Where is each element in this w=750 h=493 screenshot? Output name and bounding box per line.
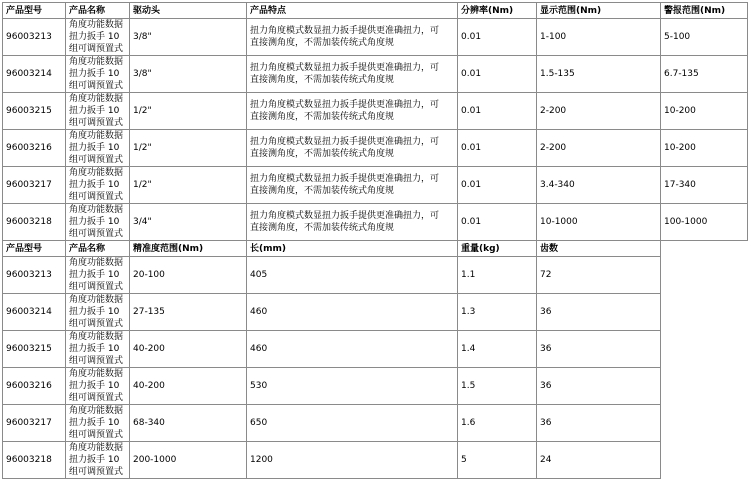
resolution-cell: 0.01 — [458, 130, 537, 167]
product-name-line: 组可调预置式 — [69, 319, 124, 329]
table1-header-row — [3, 3, 748, 19]
feature-cell — [247, 167, 458, 204]
product-name-line: 角度功能数据 — [69, 57, 124, 67]
header-drive: 驱动头 — [130, 3, 247, 19]
feature-line: 扭力角度模式数显扭力扳手提供更准确扭力，可 — [250, 63, 440, 73]
feature-line: 扭力角度模式数显扭力扳手提供更准确扭力，可 — [250, 26, 440, 36]
display-range-cell: 2-200 — [537, 93, 661, 130]
teeth-cell: 36 — [537, 368, 661, 405]
product-name-line: 扭力扳手 10 — [69, 344, 120, 354]
model-cell: 96003214 — [3, 294, 66, 331]
feature-line: 扭力角度模式数显扭力扳手提供更准确扭力，可 — [250, 137, 440, 147]
model-cell: 96003213 — [3, 19, 66, 56]
display-range-cell: 2-200 — [537, 130, 661, 167]
header2-accuracy: 精准度范围(Nm) — [130, 241, 247, 257]
product-name-line: 扭力扳手 10 — [69, 381, 120, 391]
product-name-line: 组可调预置式 — [69, 81, 124, 91]
product-name-cell — [66, 56, 130, 93]
product-name-line: 扭力扳手 10 — [69, 217, 120, 227]
header2-name: 产品名称 — [66, 241, 130, 257]
teeth-cell: 36 — [537, 405, 661, 442]
resolution-cell: 0.01 — [458, 93, 537, 130]
product-name-line: 组可调预置式 — [69, 229, 124, 239]
table2-row — [3, 331, 748, 368]
table1-row — [3, 130, 748, 167]
model-cell: 96003218 — [3, 204, 66, 241]
feature-line: 直接测角度，不需加装传统式角度规 — [250, 112, 395, 122]
product-name-line: 扭力扳手 10 — [69, 69, 120, 79]
model-cell: 96003213 — [3, 257, 66, 294]
table1-row — [3, 19, 748, 56]
feature-line: 扭力角度模式数显扭力扳手提供更准确扭力，可 — [250, 100, 440, 110]
product-name-line: 组可调预置式 — [69, 155, 124, 165]
drive-cell: 1/2" — [130, 130, 247, 167]
drive-cell: 1/2" — [130, 93, 247, 130]
table2-row — [3, 294, 748, 331]
alarm-range-cell: 10-200 — [661, 130, 748, 167]
table2-header-row — [3, 241, 748, 257]
product-name-line: 组可调预置式 — [69, 282, 124, 292]
drive-cell: 3/4" — [130, 204, 247, 241]
product-name-line: 角度功能数据 — [69, 258, 124, 268]
alarm-range-cell: 10-200 — [661, 93, 748, 130]
length-cell: 460 — [247, 331, 458, 368]
accuracy-cell: 27-135 — [130, 294, 247, 331]
product-name-line: 组可调预置式 — [69, 44, 124, 54]
product-name-cell — [66, 257, 130, 294]
weight-cell: 1.6 — [458, 405, 537, 442]
product-name-line: 角度功能数据 — [69, 205, 124, 215]
resolution-cell: 0.01 — [458, 56, 537, 93]
alarm-range-cell: 6.7-135 — [661, 56, 748, 93]
product-name-line: 组可调预置式 — [69, 192, 124, 202]
table1-row — [3, 93, 748, 130]
alarm-range-cell: 5-100 — [661, 19, 748, 56]
model-cell: 96003216 — [3, 368, 66, 405]
header-model: 产品型号 — [3, 3, 66, 19]
product-name-cell — [66, 167, 130, 204]
accuracy-cell: 68-340 — [130, 405, 247, 442]
drive-cell: 3/8" — [130, 19, 247, 56]
weight-cell: 5 — [458, 442, 537, 479]
display-range-cell: 1-100 — [537, 19, 661, 56]
header2-weight: 重量(kg) — [458, 241, 537, 257]
header-name: 产品名称 — [66, 3, 130, 19]
spec-table-body — [3, 3, 748, 479]
alarm-range-cell: 100-1000 — [661, 204, 748, 241]
product-name-cell — [66, 294, 130, 331]
weight-cell: 1.5 — [458, 368, 537, 405]
product-name-line: 角度功能数据 — [69, 168, 124, 178]
product-name-line: 角度功能数据 — [69, 131, 124, 141]
product-name-cell — [66, 368, 130, 405]
product-name-line: 组可调预置式 — [69, 393, 124, 403]
feature-cell — [247, 56, 458, 93]
model-cell: 96003217 — [3, 405, 66, 442]
alarm-range-cell: 17-340 — [661, 167, 748, 204]
feature-line: 直接测角度，不需加装传统式角度规 — [250, 75, 395, 85]
feature-line: 扭力角度模式数显扭力扳手提供更准确扭力，可 — [250, 211, 440, 221]
product-name-line: 扭力扳手 10 — [69, 307, 120, 317]
table1-row — [3, 204, 748, 241]
product-name-line: 扭力扳手 10 — [69, 455, 120, 465]
product-name-line: 组可调预置式 — [69, 467, 124, 477]
feature-line: 直接测角度，不需加装传统式角度规 — [250, 38, 395, 48]
product-name-line: 扭力扳手 10 — [69, 106, 120, 116]
table1-row — [3, 167, 748, 204]
model-cell: 96003218 — [3, 442, 66, 479]
model-cell: 96003217 — [3, 167, 66, 204]
table2-row — [3, 368, 748, 405]
teeth-cell: 36 — [537, 331, 661, 368]
product-name-line: 角度功能数据 — [69, 406, 124, 416]
product-name-cell — [66, 331, 130, 368]
display-range-cell: 10-1000 — [537, 204, 661, 241]
model-cell: 96003215 — [3, 331, 66, 368]
product-name-line: 角度功能数据 — [69, 443, 124, 453]
length-cell: 460 — [247, 294, 458, 331]
table2-row — [3, 442, 748, 479]
length-cell: 1200 — [247, 442, 458, 479]
accuracy-cell: 40-200 — [130, 331, 247, 368]
feature-line: 直接测角度，不需加装传统式角度规 — [250, 186, 395, 196]
teeth-cell: 36 — [537, 294, 661, 331]
header-resolution: 分辨率(Nm) — [458, 3, 537, 19]
product-name-line: 角度功能数据 — [69, 332, 124, 342]
product-name-line: 扭力扳手 10 — [69, 32, 120, 42]
length-cell: 650 — [247, 405, 458, 442]
header2-length: 长(mm) — [247, 241, 458, 257]
product-name-line: 组可调预置式 — [69, 118, 124, 128]
product-name-cell — [66, 405, 130, 442]
model-cell: 96003215 — [3, 93, 66, 130]
product-name-line: 扭力扳手 10 — [69, 143, 120, 153]
empty-cell — [661, 241, 748, 479]
product-name-line: 角度功能数据 — [69, 94, 124, 104]
product-name-cell — [66, 442, 130, 479]
product-name-line: 组可调预置式 — [69, 356, 124, 366]
product-name-line: 组可调预置式 — [69, 430, 124, 440]
display-range-cell: 3.4-340 — [537, 167, 661, 204]
weight-cell: 1.4 — [458, 331, 537, 368]
product-name-cell — [66, 93, 130, 130]
header-display-range: 显示范围(Nm) — [537, 3, 661, 19]
length-cell: 530 — [247, 368, 458, 405]
model-cell: 96003216 — [3, 130, 66, 167]
product-name-line: 角度功能数据 — [69, 20, 124, 30]
table2-row — [3, 405, 748, 442]
feature-line: 直接测角度，不需加装传统式角度规 — [250, 223, 395, 233]
table1-row — [3, 56, 748, 93]
feature-line: 扭力角度模式数显扭力扳手提供更准确扭力，可 — [250, 174, 440, 184]
product-name-cell — [66, 204, 130, 241]
header2-teeth: 齿数 — [537, 241, 661, 257]
accuracy-cell: 40-200 — [130, 368, 247, 405]
header-alarm-range: 警报范围(Nm) — [661, 3, 748, 19]
model-cell: 96003214 — [3, 56, 66, 93]
accuracy-cell: 200-1000 — [130, 442, 247, 479]
header-feature: 产品特点 — [247, 3, 458, 19]
resolution-cell: 0.01 — [458, 19, 537, 56]
accuracy-cell: 20-100 — [130, 257, 247, 294]
product-name-line: 扭力扳手 10 — [69, 180, 120, 190]
weight-cell: 1.1 — [458, 257, 537, 294]
feature-cell — [247, 130, 458, 167]
header2-model: 产品型号 — [3, 241, 66, 257]
product-name-line: 角度功能数据 — [69, 369, 124, 379]
resolution-cell: 0.01 — [458, 167, 537, 204]
product-name-line: 扭力扳手 10 — [69, 270, 120, 280]
drive-cell: 3/8" — [130, 56, 247, 93]
product-name-line: 扭力扳手 10 — [69, 418, 120, 428]
weight-cell: 1.3 — [458, 294, 537, 331]
product-name-line: 角度功能数据 — [69, 295, 124, 305]
length-cell: 405 — [247, 257, 458, 294]
teeth-cell: 24 — [537, 442, 661, 479]
feature-cell — [247, 204, 458, 241]
product-name-cell — [66, 130, 130, 167]
display-range-cell: 1.5-135 — [537, 56, 661, 93]
teeth-cell: 72 — [537, 257, 661, 294]
drive-cell: 1/2" — [130, 167, 247, 204]
spec-table — [2, 2, 748, 479]
resolution-cell: 0.01 — [458, 204, 537, 241]
feature-cell — [247, 19, 458, 56]
table2-row — [3, 257, 748, 294]
feature-cell — [247, 93, 458, 130]
product-name-cell — [66, 19, 130, 56]
feature-line: 直接测角度，不需加装传统式角度规 — [250, 149, 395, 159]
